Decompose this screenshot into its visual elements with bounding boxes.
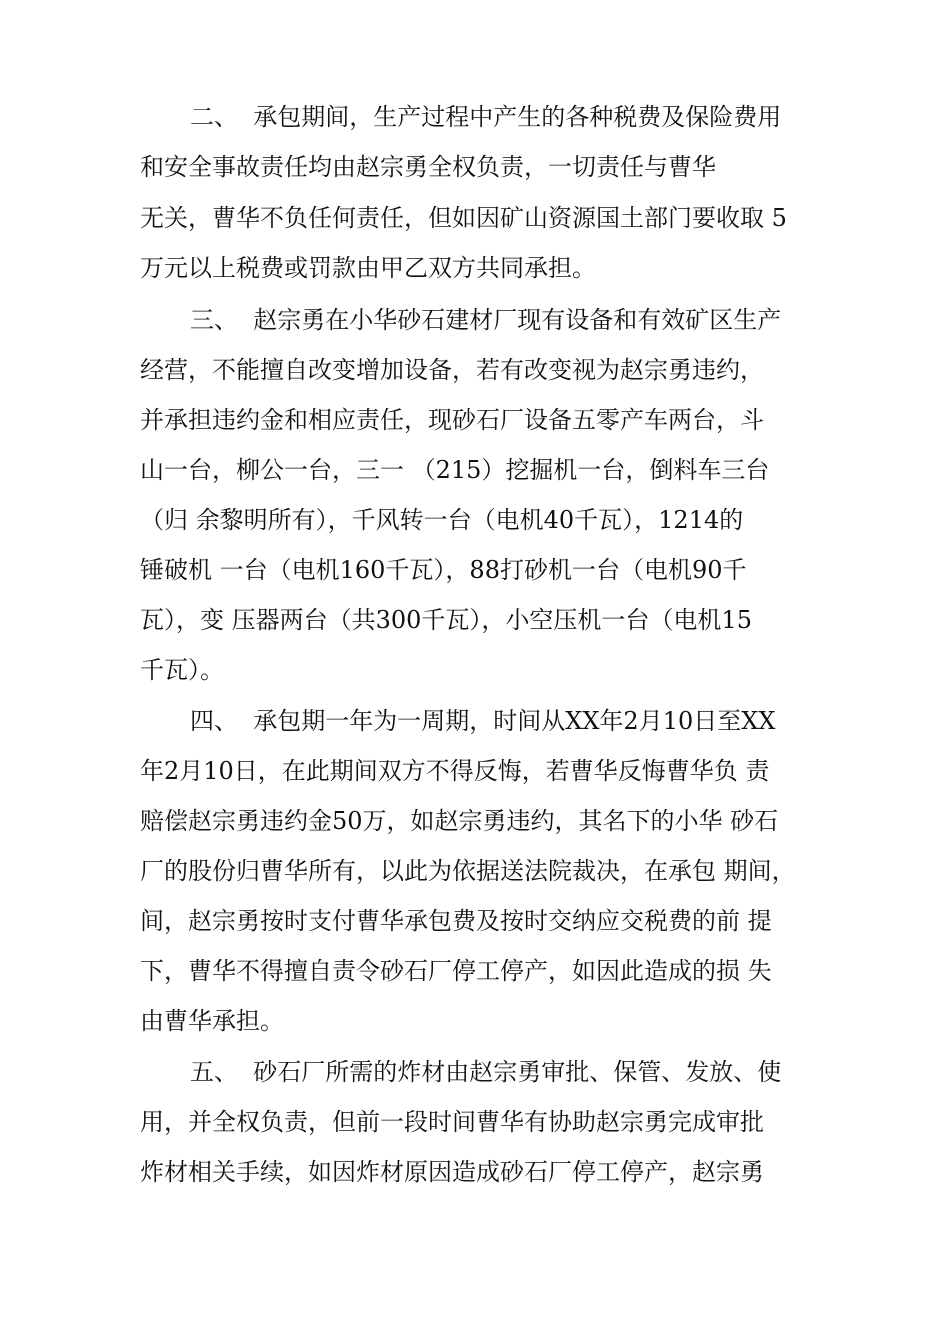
para-4-line-4: 厂的股份归曹华所有，以此为依据送法院裁决，在承包 期间， (140, 857, 796, 885)
para-2-line-2: 和安全事故责任均由赵宗勇全权负责，一切责任与曹华 (140, 153, 716, 181)
para-3-line-8: 千瓦）。 (140, 656, 224, 684)
para-4-line-6: 下，曹华不得擅自责令砂石厂停工停产，如因此造成的损 失 (140, 957, 772, 985)
para-4-line-2: 年2月10日，在此期间双方不得反悔，若曹华反悔曹华负 责 (140, 757, 770, 785)
para-3-line-3: 并承担违约金和相应责任，现砂石厂设备五零产车两台，斗 (140, 406, 764, 434)
para-3-line-5: （归 余黎明所有），千风转一台（电机40千瓦），1214的 (140, 506, 744, 534)
para-2-line-1: 二、 承包期间，生产过程中产生的各种税费及保险费用 (190, 103, 782, 131)
para-3-line-2: 经营，不能擅自改变增加设备，若有改变视为赵宗勇违约， (140, 356, 764, 384)
para-4-line-7: 由曹华承担。 (140, 1007, 284, 1035)
para-3-line-6: 锤破机 一台（电机160千瓦），88打砂机一台（电机90千 (140, 556, 747, 584)
para-4-line-3: 赔偿赵宗勇违约金50万，如赵宗勇违约，其名下的小华 砂石 (140, 807, 779, 835)
para-4-line-1: 四、 承包期一年为一周期，时间从XX年2月10日至XX (190, 707, 776, 735)
para-4-line-5: 间，赵宗勇按时支付曹华承包费及按时交纳应交税费的前 提 (140, 907, 772, 935)
para-5-line-3: 炸材相关手续，如因炸材原因造成砂石厂停工停产，赵宗勇 (140, 1158, 764, 1186)
para-2-line-4: 万元以上税费或罚款由甲乙双方共同承担。 (140, 254, 596, 282)
para-3-line-7: 瓦），变 压器两台（共300千瓦），小空压机一台（电机15 (140, 606, 752, 634)
para-3-line-1: 三、 赵宗勇在小华砂石建材厂现有设备和有效矿区生产 (190, 306, 782, 334)
para-5-line-1: 五、 砂石厂所需的炸材由赵宗勇审批、保管、发放、使 (190, 1058, 782, 1086)
para-3-line-4: 山一台，柳公一台，三一 （215）挖掘机一台，倒料车三台 (140, 456, 770, 484)
para-2-line-3: 无关，曹华不负任何责任，但如因矿山资源国土部门要收取 5 (140, 204, 787, 232)
para-5-line-2: 用，并全权负责，但前一段时间曹华有协助赵宗勇完成审批 (140, 1108, 764, 1136)
